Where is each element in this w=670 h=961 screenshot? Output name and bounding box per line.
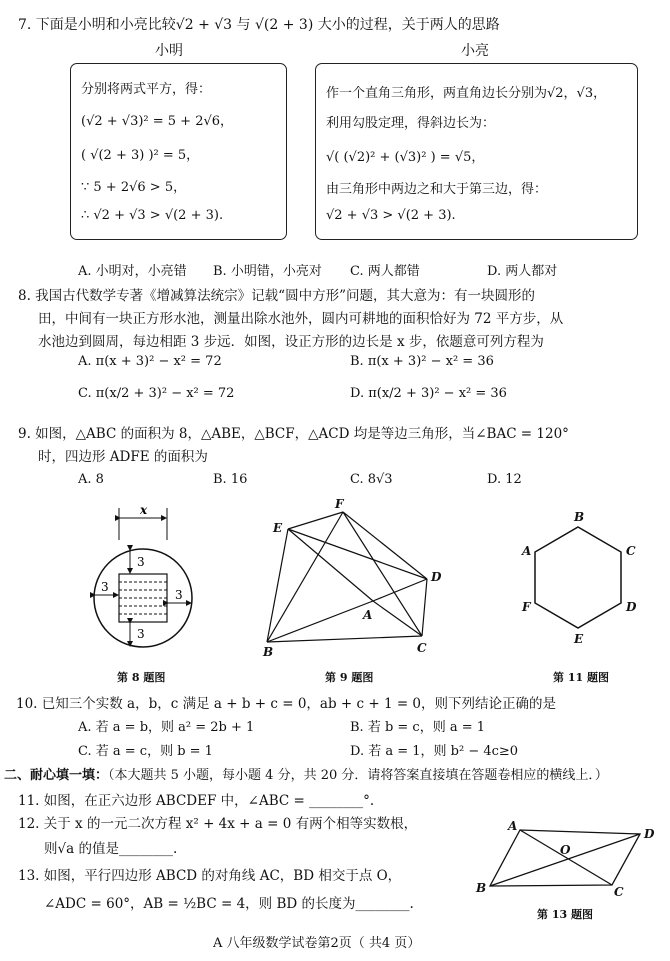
fig11-label-d: D [626, 600, 637, 614]
q8-stem-line: 水池边到圆周，每边相距 3 步远．如图，设正方形的边长是 x 步，依题意可列方程为 [38, 334, 544, 350]
q7-option-a: A. 小明对，小亮错 [78, 264, 187, 279]
fig13-parallelogram [470, 818, 660, 898]
fig11-label-f: F [522, 600, 531, 614]
fig11-hexagon [510, 505, 640, 650]
section2-desc: （本大题共 5 小题，每小题 4 分，共 20 分．请将答案直接填在答题卷相应的横线上．） [108, 768, 608, 783]
q9-option-d: D. 12 [487, 472, 522, 487]
fig11-label-a: A [522, 544, 532, 558]
fig13-diagonal-ac [520, 830, 612, 885]
fig9-edge-da [373, 579, 427, 601]
fig13-label-a: A [508, 819, 518, 833]
q7-right-line: √2 + √3 > √(2 + 3). [326, 208, 456, 223]
q7-left-line: ∵ 5 + 2√6 > 5， [81, 180, 187, 195]
q9-option-a: A. 8 [78, 472, 104, 487]
fig13-label-d: D [644, 827, 655, 841]
fig13-label-o: O [560, 843, 571, 857]
q12-line2: 则√a 的值是________. [44, 841, 178, 857]
fig9-triangles [255, 492, 455, 662]
fig8-label-3-right: 3 [175, 588, 183, 602]
q7-right-line: 作一个直角三角形，两直角边长分别为√2，√3， [326, 86, 607, 101]
q8-option-a: A. π(x + 3)² − x² = 72 [78, 354, 222, 369]
q7-left-line: ( √(2 + 3) )² = 5， [81, 148, 200, 163]
q7-right-line: √( (√2)² + (√3)² ) = √5， [326, 150, 485, 165]
q7-left-box [70, 63, 287, 240]
q8-stem-line: 田，中间有一块正方形水池，测量出除水池外，圆内可耕地的面积恰好为 72 平方步，从 [38, 311, 564, 327]
fig9-edge-fc [343, 512, 422, 636]
fig9-edge-dc [422, 579, 427, 636]
fig13-label-c: C [614, 885, 624, 898]
q12-line1: 12. 关于 x 的一元二次方程 x² + 4x + a = 0 有两个相等实数根， [18, 816, 418, 832]
page-footer: A 八年级数学试卷第2页（ 共4 页） [213, 936, 421, 951]
fig9-label-d: D [431, 570, 442, 584]
fig9-label-f: F [335, 497, 344, 511]
fig9-label-e: E [273, 521, 283, 535]
q7-left-line: (√2 + √3)² = 5 + 2√6， [81, 114, 234, 129]
q10-option-a: A. 若 a = b，则 a² = 2b + 1 [78, 720, 255, 735]
q10-option-b: B. 若 b = c，则 a = 1 [350, 720, 486, 735]
q7-option-d: D. 两人都对 [487, 264, 558, 279]
fig8-label-3-left: 3 [101, 580, 109, 594]
fig11-hexagon-shape [535, 527, 621, 628]
fig9-edge-ac [373, 601, 422, 636]
q13-line2: ∠ADC = 60°，AB = ½BC = 4，则 BD 的长度为________. [44, 896, 414, 912]
fig9-edge-ba [267, 601, 373, 642]
q11-text: 11. 如图，在正六边形 ABCDEF 中，∠ABC = ________°. [18, 793, 375, 809]
fig8-circle-square [85, 500, 200, 660]
fig13-diagonal-bd [490, 834, 640, 886]
q13-line1: 13. 如图，平行四边形 ABCD 的对角线 AC，BD 相交于点 O， [18, 868, 402, 884]
q7-right-line: 由三角形中两边之和大于第三边，得： [326, 182, 548, 197]
q9-stem-line: 9. 如图，△ABC 的面积为 8，△ABE，△BCF，△ACD 均是等边三角形，当∠BAC = 120° [18, 426, 569, 442]
q9-option-c: C. 8√3 [350, 472, 393, 487]
fig9-caption: 第 9 题图 [325, 671, 374, 684]
fig9-edge-bc [267, 636, 422, 642]
q9-option-b: B. 16 [213, 472, 248, 487]
q8-option-d: D. π(x/2 + 3)² − x² = 36 [350, 386, 507, 401]
q7-right-line: 利用勾股定理，得斜边长为： [326, 116, 496, 131]
fig8-label-3-top: 3 [137, 555, 145, 569]
fig13-label-b: B [476, 881, 487, 895]
fig11-label-b: B [574, 510, 585, 524]
fig11-label-e: E [574, 632, 584, 646]
fig9-label-b: B [263, 645, 274, 659]
q7-option-c: C. 两人都错 [350, 264, 420, 279]
q8-stem-line: 8. 我国古代数学专著《增减算法统宗》记载“圆中方形”问题，其大意为：有一块圆形的 [18, 288, 535, 304]
q7-left-line: 分别将两式平方，得： [81, 82, 212, 97]
fig9-label-a: A [363, 608, 373, 622]
fig11-caption: 第 11 题图 [553, 671, 609, 684]
q7-name-left: 小明 [155, 43, 183, 59]
q10-option-c: C. 若 a = c，则 b = 1 [78, 744, 213, 759]
fig9-label-c: C [417, 641, 427, 655]
fig11-label-c: C [626, 544, 636, 558]
q7-stem: 7. 下面是小明和小亮比较√2 + √3 与 √(2 + 3) 大小的过程，关于两人的思路 [18, 17, 500, 33]
q9-stem-line: 时，四边形 ADFE 的面积为 [38, 449, 208, 465]
fig8-label-3-bottom: 3 [137, 627, 145, 641]
fig8-x-label: x [140, 503, 148, 517]
q7-right-box [315, 63, 638, 240]
q7-option-b: B. 小明错，小亮对 [213, 264, 322, 279]
q10-stem: 10. 已知三个实数 a，b，c 满足 a + b + c = 0，ab + c + 1 = 0，则下列结论正确的是 [16, 696, 557, 712]
fig9-edge-fd [343, 512, 427, 579]
section2-header [4, 764, 608, 783]
section2-title: 二、耐心填一填： [4, 768, 109, 783]
fig13-caption: 第 13 题图 [537, 908, 593, 921]
q10-option-d: D. 若 a = 1，则 b² − 4c≥0 [350, 744, 519, 759]
fig8-caption: 第 8 题图 [117, 671, 166, 684]
q7-left-line: ∴ √2 + √3 > √(2 + 3). [81, 208, 224, 223]
q8-option-c: C. π(x/2 + 3)² − x² = 72 [78, 386, 235, 401]
q7-name-right: 小亮 [461, 43, 489, 59]
q8-option-b: B. π(x + 3)² − x² = 36 [350, 354, 494, 369]
